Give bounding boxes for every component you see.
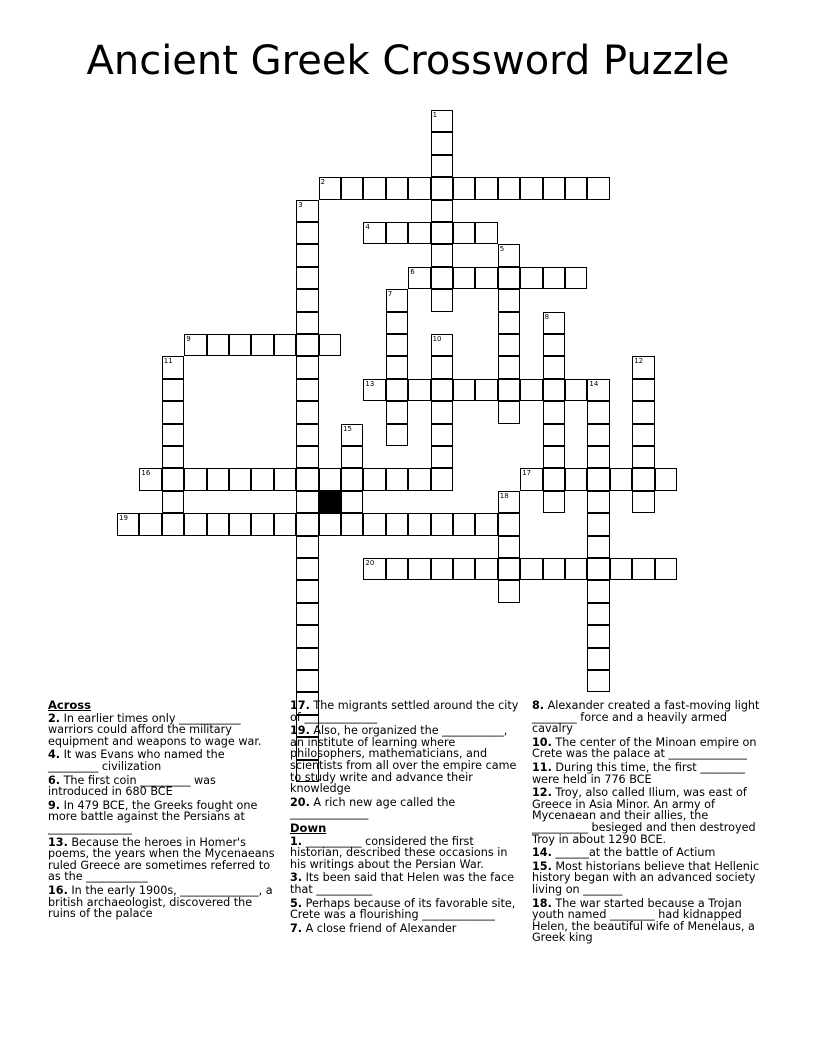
clue-number-label: 11: [163, 357, 173, 366]
clue-number: 8.: [532, 699, 545, 712]
clue-number: 15.: [532, 859, 552, 873]
grid-cell[interactable]: [498, 536, 520, 558]
grid-cell[interactable]: [341, 446, 363, 468]
across-header: Across: [48, 698, 91, 712]
grid-cell[interactable]: [296, 424, 318, 446]
grid-cell[interactable]: [475, 267, 497, 289]
grid-cell[interactable]: [587, 379, 609, 401]
grid-cell[interactable]: [543, 177, 565, 199]
grid-cell[interactable]: [341, 424, 363, 446]
grid-cell[interactable]: [543, 356, 565, 378]
grid-cell[interactable]: [587, 648, 609, 670]
clue-text: In the early 1900s, ______________, a british archaeologist, discovered the ruins of the palace: [48, 883, 273, 921]
grid-cell[interactable]: [565, 177, 587, 199]
clue-number: 2.: [48, 711, 61, 725]
grid-cell[interactable]: [632, 379, 654, 401]
grid-cell[interactable]: [296, 580, 318, 602]
grid-cell[interactable]: [139, 513, 161, 535]
grid-cell[interactable]: [587, 424, 609, 446]
clue-text: It was Evans who named the _________ civilization: [48, 748, 225, 773]
clue-number: 13.: [48, 835, 68, 849]
grid-cell[interactable]: [632, 491, 654, 513]
clue-item: [48, 837, 276, 883]
clue-number-label: 2: [320, 178, 326, 187]
clue-text: The war started because a Trojan youth named ________ had kidnapped Helen, the beautiful wife of Menelaus, a Greek king: [532, 896, 755, 945]
grid-cell[interactable]: [162, 446, 184, 468]
clue-item: [290, 700, 522, 723]
grid-cell[interactable]: [296, 446, 318, 468]
clue-text: Alexander created a fast-moving light ________ force and a heavily armed cavalry: [532, 699, 760, 736]
grid-cell[interactable]: [251, 468, 273, 490]
grid-cell[interactable]: [431, 424, 453, 446]
clue-item: [532, 861, 764, 896]
grid-cell[interactable]: [475, 177, 497, 199]
grid-cell[interactable]: [319, 177, 341, 199]
grid-cell[interactable]: [543, 424, 565, 446]
clue-item: [48, 713, 276, 748]
clue-number: 20.: [290, 795, 310, 809]
grid-cell[interactable]: [341, 468, 363, 490]
grid-cell[interactable]: [363, 222, 385, 244]
clue-number: 14.: [532, 846, 552, 860]
clue-number-label: 5: [499, 245, 505, 254]
grid-cell[interactable]: [207, 468, 229, 490]
grid-cell[interactable]: [229, 513, 251, 535]
grid-cell[interactable]: [341, 491, 363, 513]
clue-number-label: 3: [298, 200, 303, 209]
grid-cell[interactable]: [184, 334, 206, 356]
grid-cell[interactable]: [543, 379, 565, 401]
grid-cell[interactable]: [587, 401, 609, 423]
grid-cell[interactable]: [565, 267, 587, 289]
clue-text: The center of the Minoan empire on Crete was the palace at ______________: [532, 735, 757, 761]
clue-text: ______at the battle of Actium: [551, 846, 716, 860]
clues-column-2: [290, 700, 522, 936]
grid-cell[interactable]: [587, 536, 609, 558]
grid-cell[interactable]: [431, 289, 453, 311]
grid-cell[interactable]: [498, 558, 520, 580]
grid-cell[interactable]: [408, 177, 430, 199]
grid-cell[interactable]: [587, 446, 609, 468]
grid-cell[interactable]: [498, 379, 520, 401]
grid-cell[interactable]: [296, 625, 318, 647]
grid-cell[interactable]: [251, 334, 273, 356]
grid-cell[interactable]: [632, 356, 654, 378]
clue-item: [532, 762, 764, 785]
grid-cell[interactable]: [162, 379, 184, 401]
grid-cell[interactable]: [184, 513, 206, 535]
grid-cell[interactable]: [296, 468, 318, 490]
grid-cell[interactable]: [453, 379, 475, 401]
clue-number-label: 13: [365, 379, 375, 388]
clue-number: 3.: [290, 871, 303, 885]
clue-number-label: 15: [343, 424, 352, 433]
grid-cell[interactable]: [431, 334, 453, 356]
grid-cell[interactable]: [565, 558, 587, 580]
grid-cell[interactable]: [408, 379, 430, 401]
clue-text: Most historians believe that Hellenic history began with an advanced society living on _______: [532, 859, 760, 896]
clue-text: During this time, the first ________ were held in 776 BCE: [532, 760, 745, 786]
grid-cell[interactable]: [296, 356, 318, 378]
grid-cell[interactable]: [207, 513, 229, 535]
grid-cell[interactable]: [363, 468, 385, 490]
grid-cell[interactable]: [498, 491, 520, 513]
grid-cell[interactable]: [475, 513, 497, 535]
clue-text: Its been said that Helen was the face that __________: [290, 871, 514, 896]
grid-cell[interactable]: [498, 580, 520, 602]
grid-cell[interactable]: [386, 334, 408, 356]
clue-item: [48, 775, 276, 798]
clue-item: [48, 885, 276, 920]
grid-cell[interactable]: [543, 267, 565, 289]
grid-cell[interactable]: [162, 356, 184, 378]
black-square: [319, 491, 341, 513]
clue-item: [290, 797, 522, 820]
grid-cell[interactable]: [543, 491, 565, 513]
clue-number-label: 20: [365, 559, 375, 567]
clue-item: [532, 787, 764, 845]
clue-number-label: 12: [634, 357, 644, 366]
grid-cell[interactable]: [386, 468, 408, 490]
grid-cell[interactable]: [498, 513, 520, 535]
grid-cell[interactable]: [296, 536, 318, 558]
grid-cell[interactable]: [520, 558, 542, 580]
clue-number: 10.: [532, 735, 552, 749]
grid-cell[interactable]: [431, 401, 453, 423]
grid-cell[interactable]: [655, 468, 677, 490]
grid-cell[interactable]: [475, 379, 497, 401]
clue-number-label: 14: [589, 379, 599, 388]
clue-number-label: 19: [119, 514, 128, 523]
grid-cell[interactable]: [296, 379, 318, 401]
grid-cell[interactable]: [520, 379, 542, 401]
grid-cell[interactable]: [207, 334, 229, 356]
grid-cell[interactable]: [162, 513, 184, 535]
grid-cell[interactable]: [431, 222, 453, 244]
grid-cell[interactable]: [587, 513, 609, 535]
grid-cell[interactable]: [498, 267, 520, 289]
grid-cell[interactable]: [386, 558, 408, 580]
grid-cell[interactable]: [386, 513, 408, 535]
grid-cell[interactable]: [453, 222, 475, 244]
clue-number: 7.: [290, 921, 303, 935]
grid-cell[interactable]: [431, 132, 453, 154]
grid-cell[interactable]: [632, 401, 654, 423]
grid-cell[interactable]: [632, 446, 654, 468]
grid-cell[interactable]: [610, 468, 632, 490]
grid-cell[interactable]: [565, 468, 587, 490]
grid-cell[interactable]: [431, 244, 453, 266]
grid-cell[interactable]: [498, 177, 520, 199]
grid-cell[interactable]: [565, 379, 587, 401]
grid-cell[interactable]: [386, 177, 408, 199]
clue-text: The migrants settled around the city of _____________: [290, 699, 519, 724]
grid-cell[interactable]: [431, 379, 453, 401]
clue-number: 17.: [290, 699, 310, 712]
grid-cell[interactable]: [229, 334, 251, 356]
grid-cell[interactable]: [386, 356, 408, 378]
clue-text: A close friend of Alexander: [302, 921, 457, 935]
grid-cell[interactable]: [587, 177, 609, 199]
clues-column-1: [48, 700, 276, 922]
clue-item: [290, 898, 522, 921]
grid-cell[interactable]: [498, 244, 520, 266]
clue-item: [290, 872, 522, 895]
grid-cell[interactable]: [655, 558, 677, 580]
grid-cell[interactable]: [587, 603, 609, 625]
clue-text: In earlier times only ___________ warriors could afford the military equipment and weapons to wage war.: [48, 711, 262, 748]
grid-cell[interactable]: [543, 312, 565, 334]
clue-number-label: 18: [499, 491, 509, 500]
grid-cell[interactable]: [431, 468, 453, 490]
grid-cell[interactable]: [162, 401, 184, 423]
grid-cell[interactable]: [543, 401, 565, 423]
grid-cell[interactable]: [632, 468, 654, 490]
grid-cell[interactable]: [610, 558, 632, 580]
grid-cell[interactable]: [498, 356, 520, 378]
grid-cell[interactable]: [408, 222, 430, 244]
clue-text: Also, he organized the ___________, an institute of learning where philosophers, mathematicians, and scientists from all over the empire came to study write and advance their knowledge: [290, 724, 517, 796]
grid-cell[interactable]: [543, 558, 565, 580]
grid-cell[interactable]: [520, 177, 542, 199]
clue-text: Perhaps because of its favorable site, Crete was a flourishing _____________: [290, 896, 516, 922]
grid-cell[interactable]: [296, 603, 318, 625]
clue-number-label: 6: [410, 267, 415, 276]
grid-cell[interactable]: [386, 222, 408, 244]
grid-cell[interactable]: [453, 513, 475, 535]
clue-text: A rich new age called the ______________: [290, 795, 456, 821]
clue-number-label: 8: [544, 312, 550, 321]
grid-cell[interactable]: [363, 379, 385, 401]
grid-cell[interactable]: [498, 334, 520, 356]
grid-cell[interactable]: [363, 177, 385, 199]
clue-item: [532, 898, 764, 944]
clue-number: 18.: [532, 896, 552, 910]
grid-cell[interactable]: [139, 468, 161, 490]
grid-cell[interactable]: [475, 222, 497, 244]
grid-cell[interactable]: [386, 289, 408, 311]
grid-cell[interactable]: [386, 379, 408, 401]
grid-cell[interactable]: [587, 558, 609, 580]
clue-number-label: 16: [141, 469, 151, 478]
clue-text: __________ considered the first historian, described these occasions in his writings about the Persian War.: [290, 834, 508, 871]
grid-cell[interactable]: [296, 670, 318, 692]
grid-cell[interactable]: [184, 468, 206, 490]
grid-cell[interactable]: [296, 222, 318, 244]
grid-cell[interactable]: [498, 289, 520, 311]
clue-number: 5.: [290, 896, 303, 910]
clue-number: 6.: [48, 773, 61, 787]
clue-number: 4.: [48, 748, 61, 762]
puzzle-title: Ancient Greek Crossword Puzzle: [86, 38, 730, 84]
grid-cell[interactable]: [296, 289, 318, 311]
grid-cell[interactable]: [587, 468, 609, 490]
clue-number: 12.: [532, 786, 552, 800]
grid-cell[interactable]: [386, 424, 408, 446]
grid-cell[interactable]: [431, 200, 453, 222]
grid-cell[interactable]: [296, 334, 318, 356]
clue-item: [532, 737, 764, 760]
grid-cell[interactable]: [408, 513, 430, 535]
grid-cell[interactable]: [296, 648, 318, 670]
clue-item: [532, 847, 764, 859]
grid-cell[interactable]: [319, 468, 341, 490]
grid-cell[interactable]: [408, 468, 430, 490]
grid-cell[interactable]: [162, 468, 184, 490]
grid-cell[interactable]: [543, 334, 565, 356]
clue-item: [48, 800, 276, 835]
clue-number: 9.: [48, 798, 61, 812]
grid-cell[interactable]: [543, 468, 565, 490]
clue-text: Troy, also called Ilium, was east of Greece in Asia Minor. An army of Mycenaean and their allies, the __________ besieged and then destroyed Troy in about 1290 BCE.: [532, 786, 756, 846]
clue-number: 19.: [290, 724, 310, 738]
grid-cell[interactable]: [296, 267, 318, 289]
clue-item: [290, 836, 522, 871]
grid-cell[interactable]: [117, 513, 139, 535]
grid-cell[interactable]: [341, 177, 363, 199]
grid-cell[interactable]: [296, 513, 318, 535]
grid-cell[interactable]: [296, 558, 318, 580]
grid-cell[interactable]: [587, 670, 609, 692]
grid-cell[interactable]: [251, 513, 273, 535]
grid-cell[interactable]: [363, 513, 385, 535]
grid-cell[interactable]: [453, 267, 475, 289]
grid-cell[interactable]: [587, 491, 609, 513]
grid-cell[interactable]: [274, 334, 296, 356]
grid-cell[interactable]: [475, 558, 497, 580]
grid-cell[interactable]: [296, 312, 318, 334]
grid-cell[interactable]: [274, 513, 296, 535]
clue-item: [290, 725, 522, 795]
grid-cell[interactable]: [520, 267, 542, 289]
grid-cell[interactable]: [520, 468, 542, 490]
grid-cell[interactable]: [431, 513, 453, 535]
clue-item: [290, 923, 522, 935]
grid-cell[interactable]: [319, 513, 341, 535]
clue-number: 11.: [532, 760, 552, 774]
grid-cell[interactable]: [498, 312, 520, 334]
grid-cell[interactable]: [296, 200, 318, 222]
grid-cell[interactable]: [453, 558, 475, 580]
grid-cell[interactable]: [632, 558, 654, 580]
grid-cell[interactable]: [386, 312, 408, 334]
clue-item: [532, 700, 764, 735]
grid-cell[interactable]: [431, 356, 453, 378]
grid-cell[interactable]: [296, 244, 318, 266]
grid-cell[interactable]: [431, 446, 453, 468]
grid-cell[interactable]: [296, 491, 318, 513]
grid-cell[interactable]: [408, 267, 430, 289]
clue-text: The first coin _________ was introduced in 680 BCE: [48, 773, 216, 799]
grid-cell[interactable]: [296, 401, 318, 423]
clue-number: 16.: [48, 883, 68, 897]
clue-number-label: 10: [432, 335, 442, 343]
grid-cell[interactable]: [341, 513, 363, 535]
grid-cell[interactable]: [587, 625, 609, 647]
grid-cell[interactable]: [162, 424, 184, 446]
grid-cell[interactable]: [543, 446, 565, 468]
clue-text: In 479 BCE, the Greeks fought one more battle against the Persians at _______________: [48, 798, 258, 835]
grid-cell[interactable]: [632, 424, 654, 446]
clues-column-3: [532, 700, 764, 946]
grid-cell[interactable]: [587, 580, 609, 602]
grid-cell[interactable]: [319, 334, 341, 356]
grid-cell[interactable]: [408, 558, 430, 580]
clue-number-label: 4: [365, 223, 370, 231]
grid-cell[interactable]: [453, 177, 475, 199]
grid-cell[interactable]: [431, 558, 453, 580]
clue-number-label: 7: [387, 290, 393, 299]
grid-cell[interactable]: [386, 401, 408, 423]
grid-cell[interactable]: [229, 468, 251, 490]
clue-number-label: 1: [432, 111, 438, 119]
clue-number: 1.: [290, 834, 303, 848]
grid-cell[interactable]: [498, 401, 520, 423]
clue-text: Because the heroes in Homer's poems, the years when the Mycenaeans ruled Greece are sometimes referred to as the ___________: [48, 835, 275, 884]
grid-cell[interactable]: [431, 177, 453, 199]
grid-cell[interactable]: [363, 558, 385, 580]
clue-number-label: 17: [522, 469, 532, 478]
grid-cell[interactable]: [431, 110, 453, 132]
grid-cell[interactable]: [431, 155, 453, 177]
down-header: Down: [290, 820, 327, 835]
grid-cell[interactable]: [162, 491, 184, 513]
grid-cell[interactable]: [274, 468, 296, 490]
clue-number-label: 9: [186, 335, 191, 343]
clue-item: [48, 749, 276, 772]
grid-cell[interactable]: [431, 267, 453, 289]
